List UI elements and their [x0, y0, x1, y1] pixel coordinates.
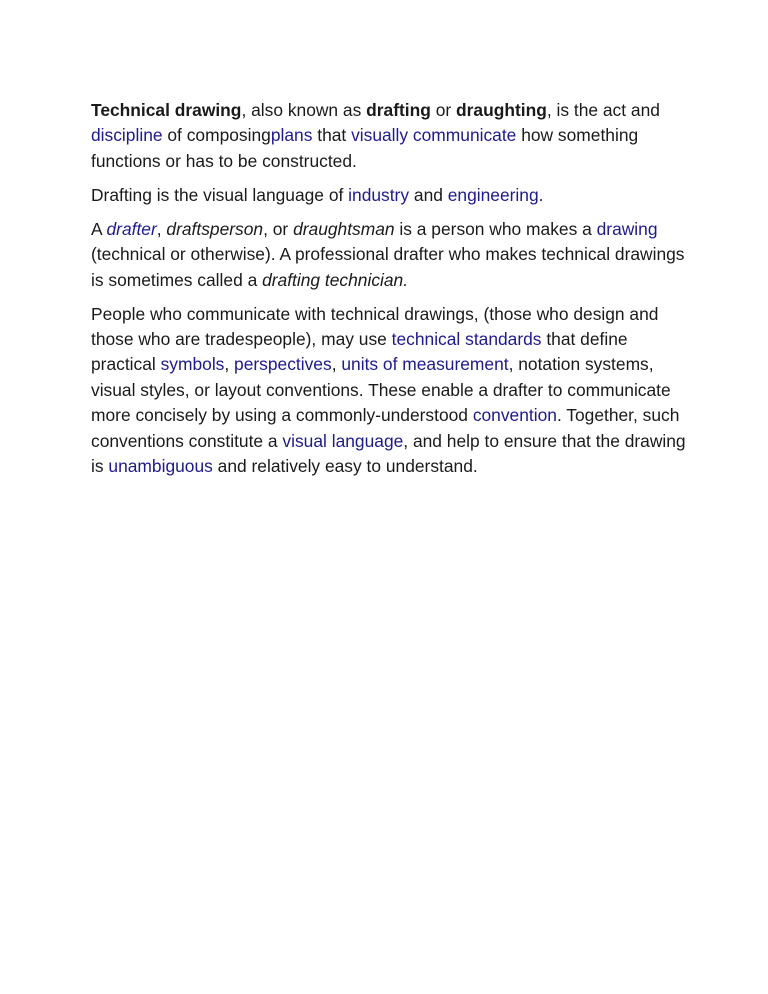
text: , or [263, 218, 294, 239]
paragraph-3 [91, 217, 691, 293]
link-drawing[interactable]: drawing [596, 218, 658, 239]
text: and [409, 184, 448, 205]
text: . [538, 184, 544, 205]
text: , notation systems, visual styles, or layout conventions. These enable a drafter to communicate more concisely by using a commonly-understood [91, 354, 671, 426]
link-drafter[interactable]: drafter [106, 218, 157, 239]
text: , [331, 354, 342, 375]
paragraph-4 [91, 302, 691, 480]
text: that define practical [91, 329, 628, 375]
text: of composing [162, 125, 271, 146]
text: , also known as [241, 100, 367, 120]
link-unambiguous[interactable]: unambiguous [108, 456, 213, 477]
text: , is the act and [546, 100, 660, 120]
text: , [224, 354, 235, 375]
link-convention[interactable]: convention [472, 405, 557, 426]
link-discipline[interactable]: discipline [91, 125, 163, 146]
link-visual-language[interactable]: visual language [282, 430, 404, 451]
link-perspectives[interactable]: perspectives [234, 354, 332, 375]
document-page [91, 98, 691, 488]
link-units-of-measurement[interactable]: units of measurement [341, 354, 509, 375]
paragraph-2 [91, 183, 691, 208]
text: or [430, 100, 457, 120]
term-drafting: drafting [366, 100, 431, 120]
text: , [156, 218, 167, 239]
paragraph-1 [91, 98, 691, 174]
term-draughtsman: draughtsman [293, 218, 395, 239]
term-technical-drawing: Technical drawing [91, 100, 242, 120]
term-draughting: draughting [456, 100, 547, 120]
term-draftsperson: draftsperson [166, 218, 264, 239]
text: People who communicate with technical drawings, (those who design and those who are tradespeople), may use [91, 303, 659, 350]
link-industry[interactable]: industry [348, 184, 410, 205]
link-technical-standards[interactable]: technical standards [391, 329, 542, 350]
link-plans[interactable]: plans [270, 125, 313, 146]
term-drafting-technician: drafting technician. [262, 269, 409, 290]
text: , and help to ensure that the drawing is [91, 430, 686, 477]
link-visually-communicate[interactable]: visually communicate [351, 125, 517, 146]
text: that [312, 125, 352, 146]
link-engineering[interactable]: engineering [447, 184, 539, 205]
link-symbols[interactable]: symbols [160, 354, 225, 375]
text: (technical or otherwise). A professional drafter who makes technical drawings is sometimes called a [91, 244, 685, 290]
text: . Together, such conventions constitute a [91, 405, 680, 451]
text: A [91, 218, 107, 239]
text: how something functions or has to be constructed. [91, 125, 639, 171]
text: is a person who makes a [394, 218, 597, 239]
text: Drafting is the visual language of [91, 184, 349, 205]
text: and relatively easy to understand. [212, 456, 478, 477]
